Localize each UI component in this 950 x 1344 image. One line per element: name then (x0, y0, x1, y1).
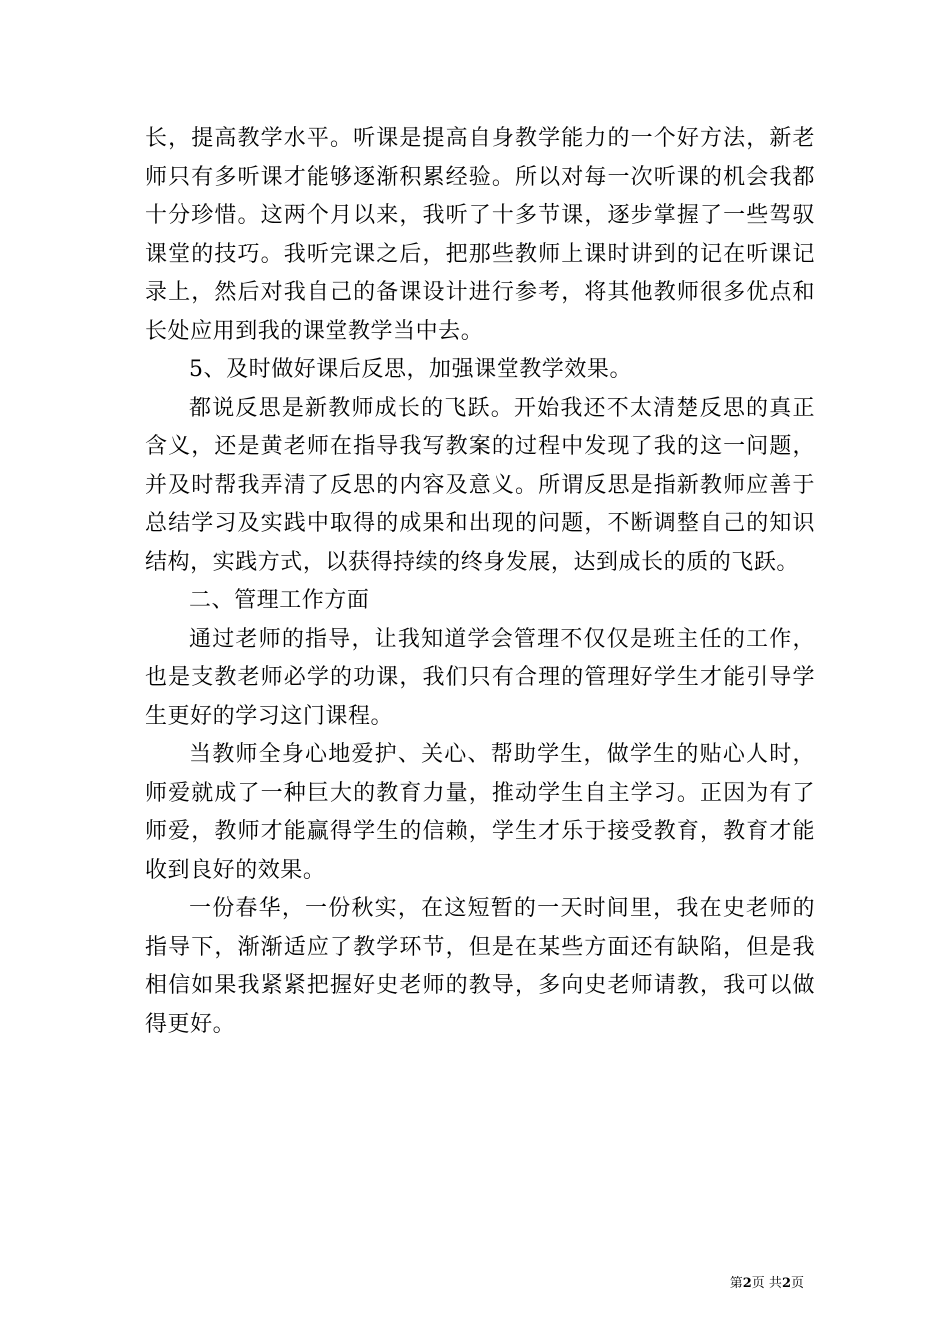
document-body (145, 120, 815, 1044)
footer-prefix: 第 (729, 1276, 743, 1291)
footer-total-pages: 2 (781, 1276, 791, 1291)
paragraph-continuation: 长，提高教学水平。听课是提高自身教学能力的一个好方法，新老师只有多听课才能够逐渐积累经验。所以对每一次听课的机会我都十分珍惜。这两个月以来，我听了十多节课，逐步掌握了一些驾驭课堂的技巧。我听完课之后，把那些教师上课时讲到的记在听课记录上，然后对我自己的备课设计进行参考，将其他教师很多优点和长处应用到我的课堂教学当中去。 (145, 126, 815, 344)
paragraph-management: 通过老师的指导，让我知道学会管理不仅仅是班主任的工作，也是支教老师必学的功课，我们只有合理的管理好学生才能引导学生更好的学习这门课程。 (145, 626, 815, 729)
paragraph-heading-reflection: 5、及时做好课后反思，加强课堂教学效果。 (189, 357, 632, 382)
footer-suffix: 页 (790, 1276, 804, 1291)
page-footer (730, 1276, 804, 1292)
footer-middle: 页 共 (751, 1276, 782, 1291)
paragraph-teacher-love: 当教师全身心地爱护、关心、帮助学生，做学生的贴心人时，师爱就成了一种巨大的教育力量，推动学生自主学习。正因为有了师爱，教师才能赢得学生的信赖，学生才乐于接受教育，教育才能收到良好的效果。 (145, 742, 815, 883)
paragraph-heading-management: 二、管理工作方面 (189, 588, 370, 613)
footer-current-page: 2 (742, 1276, 752, 1291)
paragraph-reflection: 都说反思是新教师成长的飞跃。开始我还不太清楚反思的真正含义，还是黄老师在指导我写教案的过程中发现了我的这一问题，并及时帮我弄清了反思的内容及意义。所谓反思是指新教师应善于总结学习及实践中取得的成果和出现的问题，不断调整自己的知识结构，实践方式，以获得持续的终身发展，达到成长的质的飞跃。 (145, 395, 815, 575)
paragraph-conclusion: 一份春华，一份秋实，在这短暂的一天时间里，我在史老师的指导下，渐渐适应了教学环节，但是在某些方面还有缺陷，但是我相信如果我紧紧把握好史老师的教导，多向史老师请教，我可以做得更好。 (145, 896, 815, 1037)
